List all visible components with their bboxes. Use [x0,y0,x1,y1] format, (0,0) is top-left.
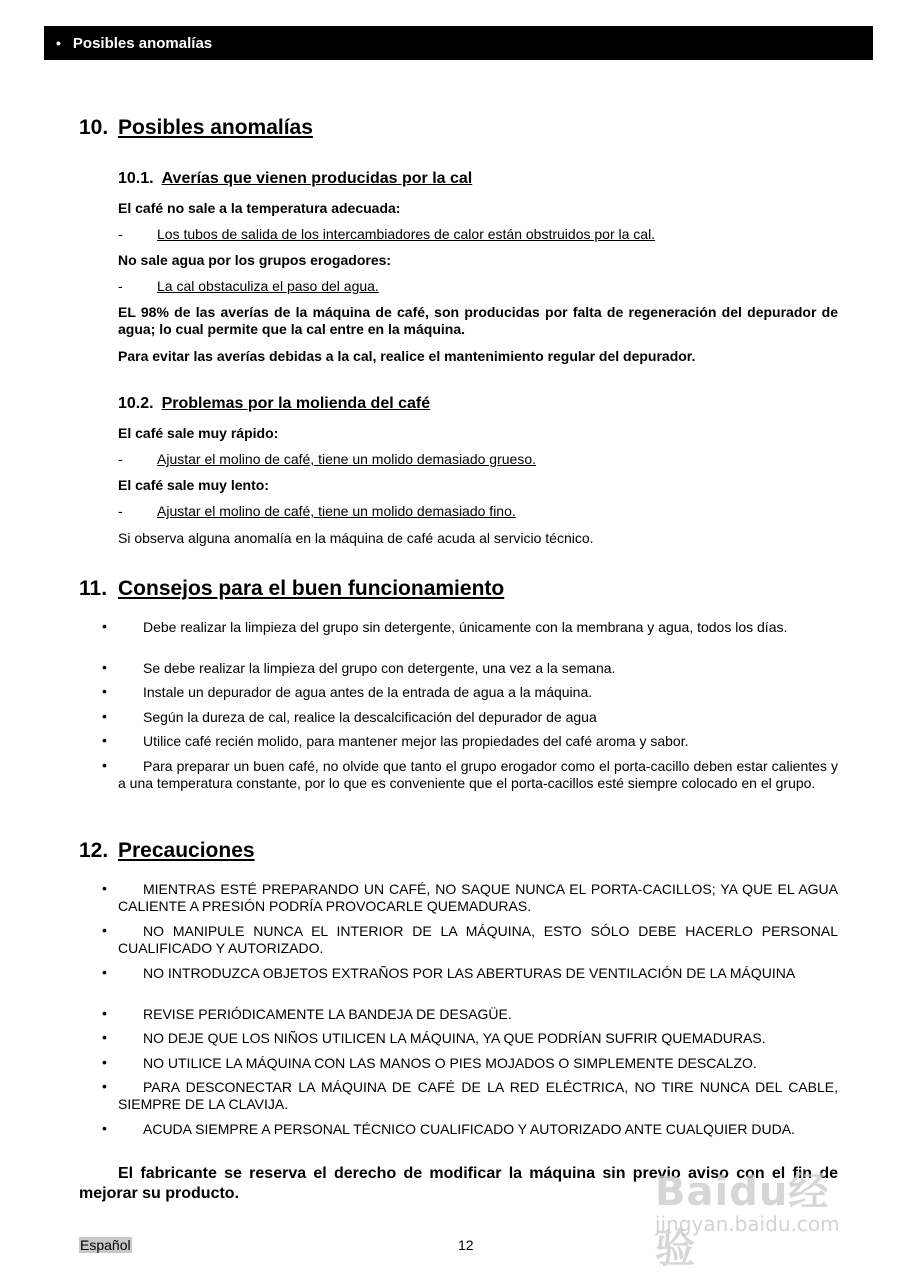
bullet-icon: • [102,922,107,938]
list-item: • REVISE PERIÓDICAMENTE LA BANDEJA DE DESAGÜE. [102,1005,512,1022]
watermark-logo: Baidu经验 [655,1169,830,1272]
issue-slow: El café sale muy lento: [118,477,269,493]
footer-language: Español [80,1237,131,1253]
section-10-1-number: 10.1. [118,170,154,187]
section-12-title: Precauciones [118,839,255,862]
manufacturer-note: El fabricante se reserva el derecho de modificar la máquina sin previo aviso con el fin de mejorar su producto. [79,1165,838,1202]
header-title: Posibles anomalías [72,34,213,52]
section-10-2-heading [118,395,430,413]
section-12-heading [79,839,255,863]
bullet-icon: • [102,1005,107,1021]
section-11-title: Consejos para el buen funcionamiento [118,577,505,600]
section-header-bar [44,26,873,60]
bullet-icon: • [102,1120,107,1136]
bullet-icon: • [102,659,107,675]
issue-fast: El café sale muy rápido: [118,425,279,441]
section-10-heading [79,116,313,140]
section-12-number: 12. [79,839,109,862]
list-item: • Se debe realizar la limpieza del grupo con detergente, una vez a la semana. [102,659,616,676]
list-item: • Debe realizar la limpieza del grupo sin detergente, únicamente con la membrana y agua, todos los días. [102,618,788,635]
fix-fine: - Ajustar el molino de café, tiene un molido demasiado fino. [118,503,516,519]
bullet-icon: • [102,732,107,748]
section-11-heading [79,577,504,601]
list-item: • Utilice café recién molido, para mantener mejor las propiedades del café aroma y sabor. [102,732,689,749]
list-item: • MIENTRAS ESTÉ PREPARANDO UN CAFÉ, NO SAQUE NUNCA EL PORTA-CACILLOS; YA QUE EL AGUA CALIENTE A PRESIÓN PODRÍA PROVOCARLE QUEMADURAS. [102,880,838,914]
section-10-number: 10. [79,116,109,139]
list-item: • NO MANIPULE NUNCA EL INTERIOR DE LA MÁQUINA, ESTO SÓLO DEBE HACERLO PERSONAL CUALIFICADO Y AUTORIZADO. [102,922,838,956]
fix-coarse: - Ajustar el molino de café, tiene un molido demasiado grueso. [118,451,536,467]
section-10-2-number: 10.2. [118,395,154,412]
cause-tubes: - Los tubos de salida de los intercambiadores de calor están obstruidos por la cal. [118,226,656,242]
paragraph-avoid-failures: Para evitar las averías debidas a la cal, realice el mantenimiento regular del depurador. [118,348,696,364]
baidu-watermark [645,1160,865,1272]
list-item: • NO INTRODUZCA OBJETOS EXTRAÑOS POR LAS ABERTURAS DE VENTILACIÓN DE LA MÁQUINA [102,964,796,981]
bullet-icon: • [102,618,107,634]
bullet-icon: • [102,757,107,773]
section-10-1-title: Averías que vienen producidas por la cal [161,170,473,187]
list-item: • PARA DESCONECTAR LA MÁQUINA DE CAFÉ DE LA RED ELÉCTRICA, NO TIRE NUNCA DEL CABLE, SIEMPRE DE LA CLAVIJA. [102,1078,838,1112]
paragraph-98-percent: EL 98% de las averías de la máquina de café, son producidas por falta de regeneración del depurador de agua; lo cual permite que la cal entre en la máquina. [118,304,838,337]
bullet-icon: • [102,964,107,980]
page-number: 12 [458,1237,474,1253]
section-10-title: Posibles anomalías [118,116,313,139]
section-10-2-title: Problemas por la molienda del café [161,395,431,412]
bullet-icon: • [102,1078,107,1094]
bullet-icon: • [102,683,107,699]
issue-no-water: No sale agua por los grupos erogadores: [118,252,392,268]
list-item: • Para preparar un buen café, no olvide que tanto el grupo erogador como el porta-cacillo deben estar calientes y a una temperatura constante, por lo que es conveniente que el porta-cacillos esté siempre colocado en el grupo. [102,757,838,791]
list-item: • Según la dureza de cal, realice la descalcificación del depurador de agua [102,708,597,725]
bullet-icon: • [102,1054,107,1070]
bullet-icon: • [102,708,107,724]
bullet-icon: • [102,1029,107,1045]
section-11-number: 11. [79,577,108,600]
list-item: • ACUDA SIEMPRE A PERSONAL TÉCNICO CUALIFICADO Y AUTORIZADO ANTE CUALQUIER DUDA. [102,1120,795,1137]
bullet-icon: • [102,880,107,896]
section-10-1-heading [118,170,472,188]
watermark-site: jingyan.baidu.com [655,1212,840,1236]
cause-cal: - La cal obstaculiza el paso del agua. [118,278,379,294]
bullet-icon: • [56,35,61,51]
issue-temperature: El café no sale a la temperatura adecuada: [118,200,401,216]
list-item: • Instale un depurador de agua antes de la entrada de agua a la máquina. [102,683,593,700]
list-item: • NO DEJE QUE LOS NIÑOS UTILICEN LA MÁQUINA, YA QUE PODRÍAN SUFRIR QUEMADURAS. [102,1029,766,1046]
list-item: • NO UTILICE LA MÁQUINA CON LAS MANOS O PIES MOJADOS O SIMPLEMENTE DESCALZO. [102,1054,757,1071]
service-note: Si observa alguna anomalía en la máquina de café acuda al servicio técnico. [118,530,594,546]
